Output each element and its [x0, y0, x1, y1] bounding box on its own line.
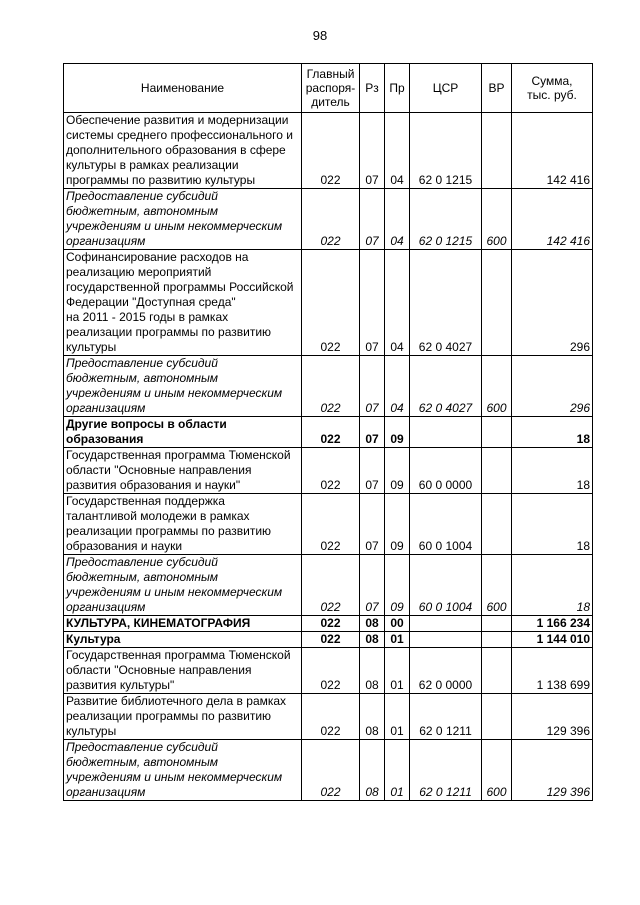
table-row	[64, 494, 593, 555]
table-body	[64, 113, 593, 801]
cell-pr: 09	[385, 448, 410, 494]
cell-csr	[410, 632, 482, 648]
cell-name: Государственная поддержка талантливой молодежи в рамках реализации программы по развитию образования и науки	[64, 494, 302, 555]
cell-vr	[482, 648, 512, 694]
cell-name: Государственная программа Тюменской области "Основные направления развития культуры"	[64, 648, 302, 694]
cell-csr: 62 0 4027	[410, 250, 482, 356]
page-number: 98	[312, 28, 328, 43]
column-header-vr: ВР	[482, 64, 512, 113]
cell-name: Культура	[64, 632, 302, 648]
cell-rz: 07	[360, 417, 385, 448]
cell-vr	[482, 632, 512, 648]
column-header-csr: ЦСР	[410, 64, 482, 113]
cell-name: Развитие библиотечного дела в рамках реализации программы по развитию культуры	[64, 694, 302, 740]
cell-manager: 022	[302, 694, 360, 740]
cell-csr: 62 0 1215	[410, 189, 482, 250]
cell-sum: 129 396	[512, 694, 593, 740]
cell-csr: 60 0 1004	[410, 494, 482, 555]
cell-csr: 62 0 0000	[410, 648, 482, 694]
cell-name: Государственная программа Тюменской области "Основные направления развития образования и науки"	[64, 448, 302, 494]
cell-rz: 07	[360, 356, 385, 417]
cell-sum: 142 416	[512, 113, 593, 189]
table-row	[64, 417, 593, 448]
cell-rz: 07	[360, 189, 385, 250]
cell-pr: 09	[385, 494, 410, 555]
cell-sum: 18	[512, 448, 593, 494]
table-row	[64, 694, 593, 740]
cell-manager: 022	[302, 494, 360, 555]
cell-rz: 07	[360, 494, 385, 555]
cell-rz: 08	[360, 616, 385, 632]
table-row	[64, 448, 593, 494]
cell-vr: 600	[482, 189, 512, 250]
cell-manager: 022	[302, 555, 360, 616]
cell-pr: 04	[385, 356, 410, 417]
table-row	[64, 616, 593, 632]
cell-rz: 07	[360, 448, 385, 494]
cell-name: Предоставление субсидий бюджетным, автономным учреждениям и иным некоммерческим организациям	[64, 740, 302, 801]
cell-manager: 022	[302, 740, 360, 801]
table-row	[64, 740, 593, 801]
cell-sum: 296	[512, 250, 593, 356]
column-header-manager: Главный распоря- дитель	[302, 64, 360, 113]
column-header-name: Наименование	[64, 64, 302, 113]
cell-rz: 07	[360, 113, 385, 189]
cell-vr	[482, 694, 512, 740]
cell-pr: 01	[385, 694, 410, 740]
column-header-rz: Рз	[360, 64, 385, 113]
table-row	[64, 356, 593, 417]
cell-manager: 022	[302, 448, 360, 494]
cell-csr: 60 0 1004	[410, 555, 482, 616]
cell-name: Предоставление субсидий бюджетным, автономным учреждениям и иным некоммерческим организациям	[64, 189, 302, 250]
cell-manager: 022	[302, 632, 360, 648]
cell-pr: 01	[385, 632, 410, 648]
cell-rz: 08	[360, 694, 385, 740]
cell-sum: 18	[512, 555, 593, 616]
cell-vr	[482, 616, 512, 632]
cell-name: КУЛЬТУРА, КИНЕМАТОГРАФИЯ	[64, 616, 302, 632]
column-header-pr: Пр	[385, 64, 410, 113]
cell-pr: 04	[385, 113, 410, 189]
cell-vr	[482, 494, 512, 555]
cell-pr: 00	[385, 616, 410, 632]
cell-manager: 022	[302, 356, 360, 417]
cell-vr: 600	[482, 555, 512, 616]
cell-rz: 08	[360, 648, 385, 694]
cell-rz: 07	[360, 250, 385, 356]
cell-sum: 142 416	[512, 189, 593, 250]
cell-pr: 09	[385, 555, 410, 616]
column-header-sum: Сумма, тыс. руб.	[512, 64, 593, 113]
table-row	[64, 555, 593, 616]
cell-sum: 18	[512, 494, 593, 555]
cell-name: Софинансирование расходов на реализацию мероприятий государственной программы Российской Федерации "Доступная среда" на 2011 - 2015 годы в рамках реализации программы по развитию культуры	[64, 250, 302, 356]
cell-csr: 62 0 1215	[410, 113, 482, 189]
cell-sum: 296	[512, 356, 593, 417]
cell-name: Обеспечение развития и модернизации системы среднего профессионального и дополнительного образования в сфере культуры в рамках реализации программы по развитию культуры	[64, 113, 302, 189]
cell-name: Предоставление субсидий бюджетным, автономным учреждениям и иным некоммерческим организациям	[64, 356, 302, 417]
cell-pr: 04	[385, 189, 410, 250]
cell-vr	[482, 448, 512, 494]
cell-csr: 62 0 1211	[410, 740, 482, 801]
cell-sum: 1 138 699	[512, 648, 593, 694]
cell-csr: 62 0 4027	[410, 356, 482, 417]
table-row	[64, 113, 593, 189]
cell-csr	[410, 417, 482, 448]
cell-pr: 04	[385, 250, 410, 356]
cell-csr: 60 0 0000	[410, 448, 482, 494]
cell-sum: 129 396	[512, 740, 593, 801]
cell-manager: 022	[302, 250, 360, 356]
cell-vr: 600	[482, 356, 512, 417]
cell-name: Другие вопросы в области образования	[64, 417, 302, 448]
cell-pr: 01	[385, 648, 410, 694]
table-row	[64, 648, 593, 694]
budget-table	[63, 63, 593, 801]
cell-manager: 022	[302, 113, 360, 189]
cell-rz: 08	[360, 632, 385, 648]
cell-vr	[482, 113, 512, 189]
table-row	[64, 189, 593, 250]
cell-manager: 022	[302, 189, 360, 250]
cell-vr: 600	[482, 740, 512, 801]
cell-sum: 1 166 234	[512, 616, 593, 632]
table-row	[64, 250, 593, 356]
cell-sum: 18	[512, 417, 593, 448]
cell-pr: 09	[385, 417, 410, 448]
cell-sum: 1 144 010	[512, 632, 593, 648]
table-header-row	[64, 64, 593, 113]
cell-csr	[410, 616, 482, 632]
cell-pr: 01	[385, 740, 410, 801]
cell-rz: 08	[360, 740, 385, 801]
cell-csr: 62 0 1211	[410, 694, 482, 740]
cell-vr	[482, 417, 512, 448]
cell-manager: 022	[302, 417, 360, 448]
cell-name: Предоставление субсидий бюджетным, автономным учреждениям и иным некоммерческим организациям	[64, 555, 302, 616]
cell-vr	[482, 250, 512, 356]
cell-rz: 07	[360, 555, 385, 616]
cell-manager: 022	[302, 648, 360, 694]
cell-manager: 022	[302, 616, 360, 632]
table-row	[64, 632, 593, 648]
